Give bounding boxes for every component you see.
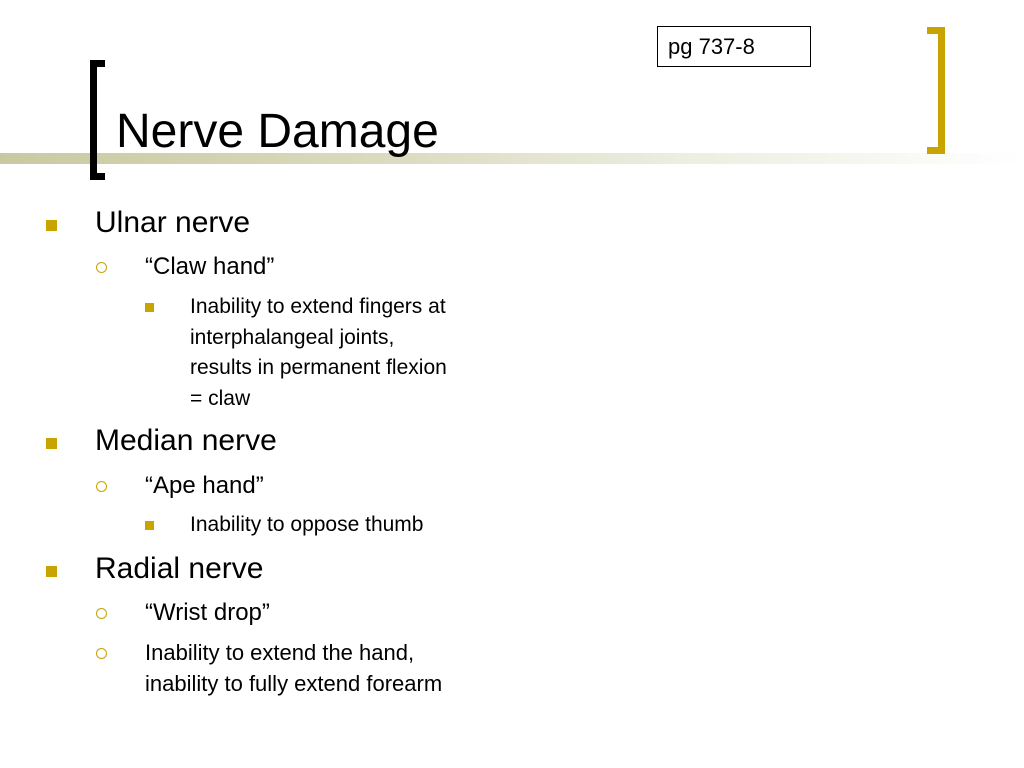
left-bracket-decoration: [90, 60, 105, 180]
detail-line: = claw: [190, 387, 251, 410]
detail-line: results in permanent flexion: [190, 356, 447, 379]
detail-line: interphalangeal joints,: [190, 326, 395, 349]
circle-bullet-icon: [96, 481, 107, 492]
square-bullet-icon: [145, 303, 154, 312]
square-bullet-icon: [46, 566, 57, 577]
circle-bullet-icon: [96, 262, 107, 273]
circle-bullet-icon: [96, 648, 107, 659]
right-bracket-decoration: [927, 27, 945, 154]
square-bullet-icon: [145, 521, 154, 530]
sub-bullet-ape-hand: “Ape hand”: [145, 472, 264, 499]
square-bullet-icon: [46, 438, 57, 449]
sub-bullet-wrist-drop: “Wrist drop”: [145, 599, 270, 626]
circle-bullet-icon: [96, 608, 107, 619]
page-reference-box: pg 737-8: [657, 26, 811, 67]
detail-line: inability to fully extend forearm: [145, 671, 443, 696]
square-bullet-icon: [46, 220, 57, 231]
bullet-median-nerve: Median nerve: [95, 424, 277, 457]
detail-line: Inability to extend fingers at: [190, 295, 446, 318]
slide-title: Nerve Damage: [116, 105, 439, 158]
detail-line: Inability to oppose thumb: [190, 513, 424, 536]
detail-line: Inability to extend the hand,: [145, 640, 415, 665]
sub-bullet-claw-hand: “Claw hand”: [145, 253, 275, 280]
bullet-ulnar-nerve: Ulnar nerve: [95, 206, 251, 239]
bullet-radial-nerve: Radial nerve: [95, 552, 264, 585]
